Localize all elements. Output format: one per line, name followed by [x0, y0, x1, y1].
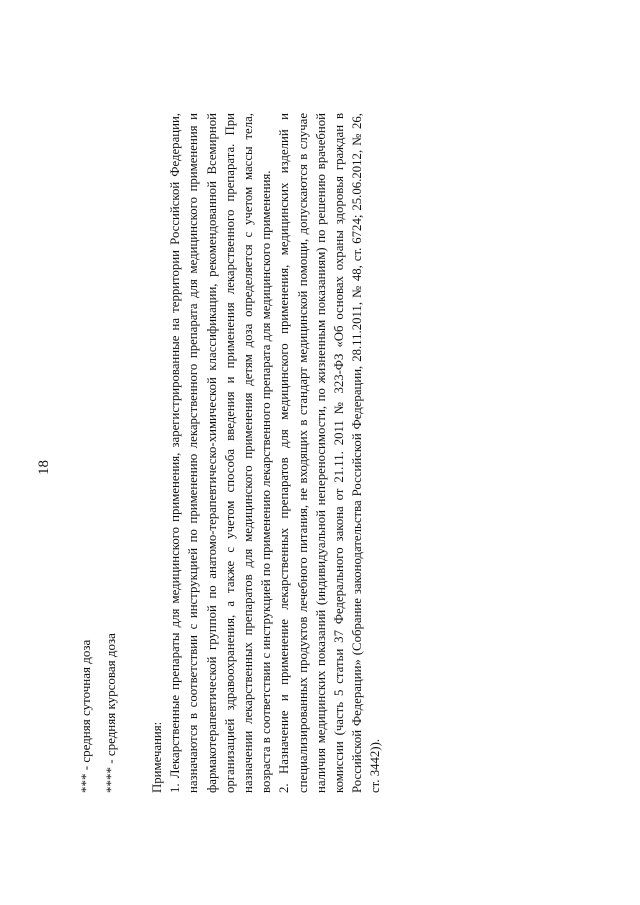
page-number: 18 — [36, 460, 52, 475]
notes-section — [148, 113, 385, 793]
note-item: 1. Лекарственные препараты для медицинского применения, зарегистрированные на территории Российской Федерации, назначаются в соответствии с инструкцией по применению лекарственного препарата для медицинского применения и фармакотерапевтической группой по анатомо-терапевтическо-химической классификации, рекомендованной Всемирной организацией здравоохранения, а также с учетом способа введения и применения лекарственного препарата. При назначении лекарственных препаратов для медицинского применения детям доза определяется с учетом массы тела, возраста в соответствии с инструкцией по применению лекарственного препарата для медицинского применения. — [168, 113, 274, 793]
notes-title: Примечания: — [150, 721, 164, 793]
note-item: 2. Назначение и применение лекарственных препаратов для медицинского применения, медицинских изделий и специализированных продуктов лечебного питания, не входящих в стандарт медицинской помощи, допускаются в случае наличия медицинских показаний (индивидуальной непереносимости, по жизненным показаниям) по решению врачебной комиссии (часть 5 статьи 37 Федерального закона от 21.11. 2011 № 323-ФЗ «Об основах охраны здоровья граждан в Российской Федерации» (Собрание законодательства Российской Федерации, 28.11.2011, № 48, ст. 6724; 25.06.2012, № 26, ст. 3442)). — [277, 113, 383, 793]
abbreviation-daily-dose: *** - средняя суточная доза — [78, 639, 93, 793]
abbreviation-course-dose: **** - средняя курсовая доза — [103, 633, 118, 793]
